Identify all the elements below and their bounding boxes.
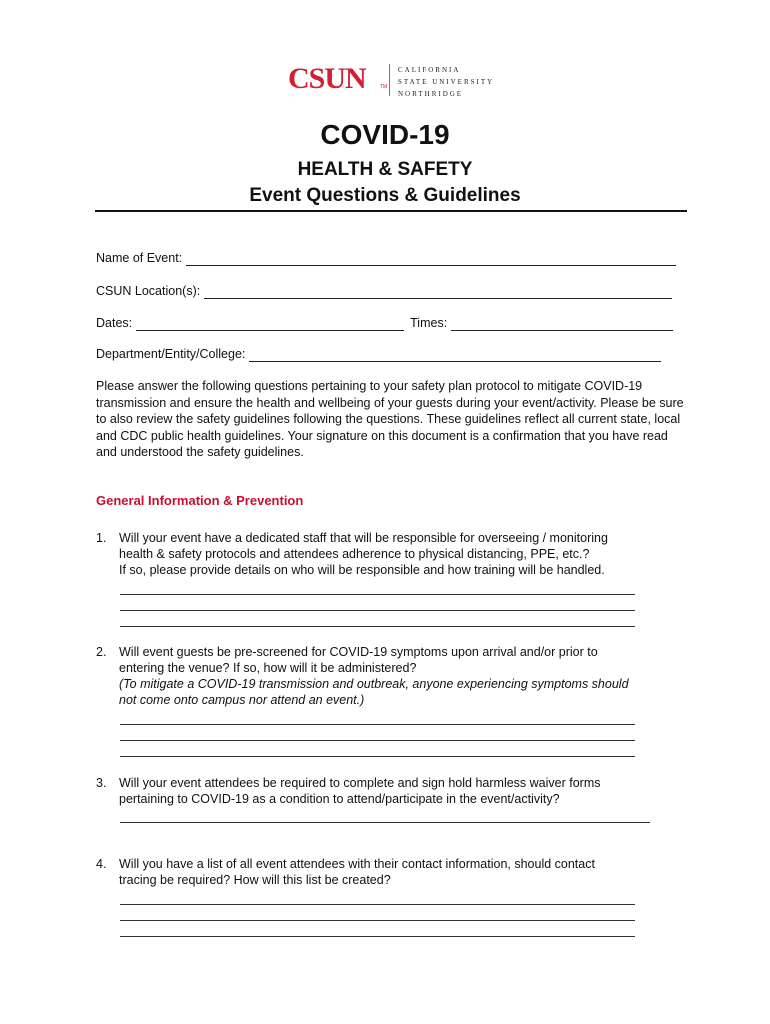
- event-name-label: Name of Event:: [96, 251, 183, 265]
- answer-line[interactable]: [120, 904, 635, 905]
- page-subtitle-2: Event Questions & Guidelines: [249, 185, 521, 206]
- department-blank[interactable]: [249, 349, 661, 362]
- answer-line[interactable]: [120, 626, 635, 627]
- intro-paragraph: Please answer the following questions pertaining to your safety plan protocol to mitigate COVID-19 transmission and ensure the health and wellbeing of your guests during your event/activity. Please be sure to also review the safety guidelines following the questions. These guidelines reflect all current state, local and CDC public health guidelines. Your signature on this document is a confirmation that you have read and understood the safety guidelines.: [96, 379, 684, 459]
- logo-divider: [389, 64, 390, 96]
- location-field[interactable]: [96, 283, 672, 299]
- question-line: Will event guests be pre-screened for COVID-19 symptoms upon arrival and/or prior to: [119, 645, 598, 659]
- answer-line[interactable]: [120, 920, 635, 921]
- question-note: not come onto campus nor attend an event.): [119, 693, 365, 707]
- question-line: Will your event attendees be required to complete and sign hold harmless waiver forms: [119, 776, 601, 790]
- question-text: [119, 775, 694, 807]
- question-number: 2.: [96, 645, 107, 659]
- question-text: [119, 530, 694, 578]
- question-line: Will your event have a dedicated staff that will be responsible for overseeing / monitoring: [119, 531, 608, 545]
- csun-logo: [288, 62, 498, 98]
- question-line: health & safety protocols and attendees adherence to physical distancing, PPE, etc.?: [119, 547, 590, 561]
- answer-line[interactable]: [120, 822, 650, 823]
- times-blank[interactable]: [451, 318, 673, 331]
- answer-line[interactable]: [120, 756, 635, 757]
- logo-wordmark: CSUN: [288, 62, 366, 95]
- logo-line-3: NORTHRIDGE: [398, 90, 464, 98]
- location-label: CSUN Location(s):: [96, 284, 201, 298]
- answer-line[interactable]: [120, 724, 635, 725]
- dates-blank[interactable]: [136, 318, 404, 331]
- question-number: 3.: [96, 776, 107, 790]
- question-text: [119, 856, 694, 888]
- answer-line[interactable]: [120, 610, 635, 611]
- question-note: (To mitigate a COVID-19 transmission and outbreak, anyone experiencing symptoms should: [119, 677, 629, 691]
- logo-line-1: CALIFORNIA: [398, 66, 461, 74]
- question-line: pertaining to COVID-19 as a condition to attend/participate in the event/activity?: [119, 792, 560, 806]
- question-line: entering the venue? If so, how will it be administered?: [119, 661, 417, 675]
- page-title: COVID-19: [320, 119, 450, 150]
- event-name-blank[interactable]: [186, 253, 676, 266]
- times-label: Times:: [410, 316, 448, 330]
- answer-line[interactable]: [120, 594, 635, 595]
- location-blank[interactable]: [204, 286, 672, 299]
- department-label: Department/Entity/College:: [96, 347, 246, 361]
- dates-label: Dates:: [96, 316, 133, 330]
- dates-times-field[interactable]: [96, 315, 673, 331]
- title-divider: [95, 210, 687, 212]
- question-line: Will you have a list of all event attendees with their contact information, should contact: [119, 857, 595, 871]
- question-line: If so, please provide details on who will be responsible and how training will be handled.: [119, 563, 605, 577]
- page-subtitle: HEALTH & SAFETY: [297, 159, 473, 180]
- answer-line[interactable]: [120, 936, 635, 937]
- logo-university-name: [398, 64, 494, 100]
- section-heading: General Information & Prevention: [96, 493, 304, 508]
- event-name-field[interactable]: [96, 250, 676, 266]
- question-number: 1.: [96, 531, 107, 545]
- department-field[interactable]: [96, 346, 661, 362]
- logo-line-2: STATE UNIVERSITY: [398, 78, 495, 86]
- question-line: tracing be required? How will this list be created?: [119, 873, 391, 887]
- question-text: [119, 644, 694, 708]
- logo-trademark: TM: [380, 84, 388, 90]
- answer-line[interactable]: [120, 740, 635, 741]
- question-number: 4.: [96, 857, 107, 871]
